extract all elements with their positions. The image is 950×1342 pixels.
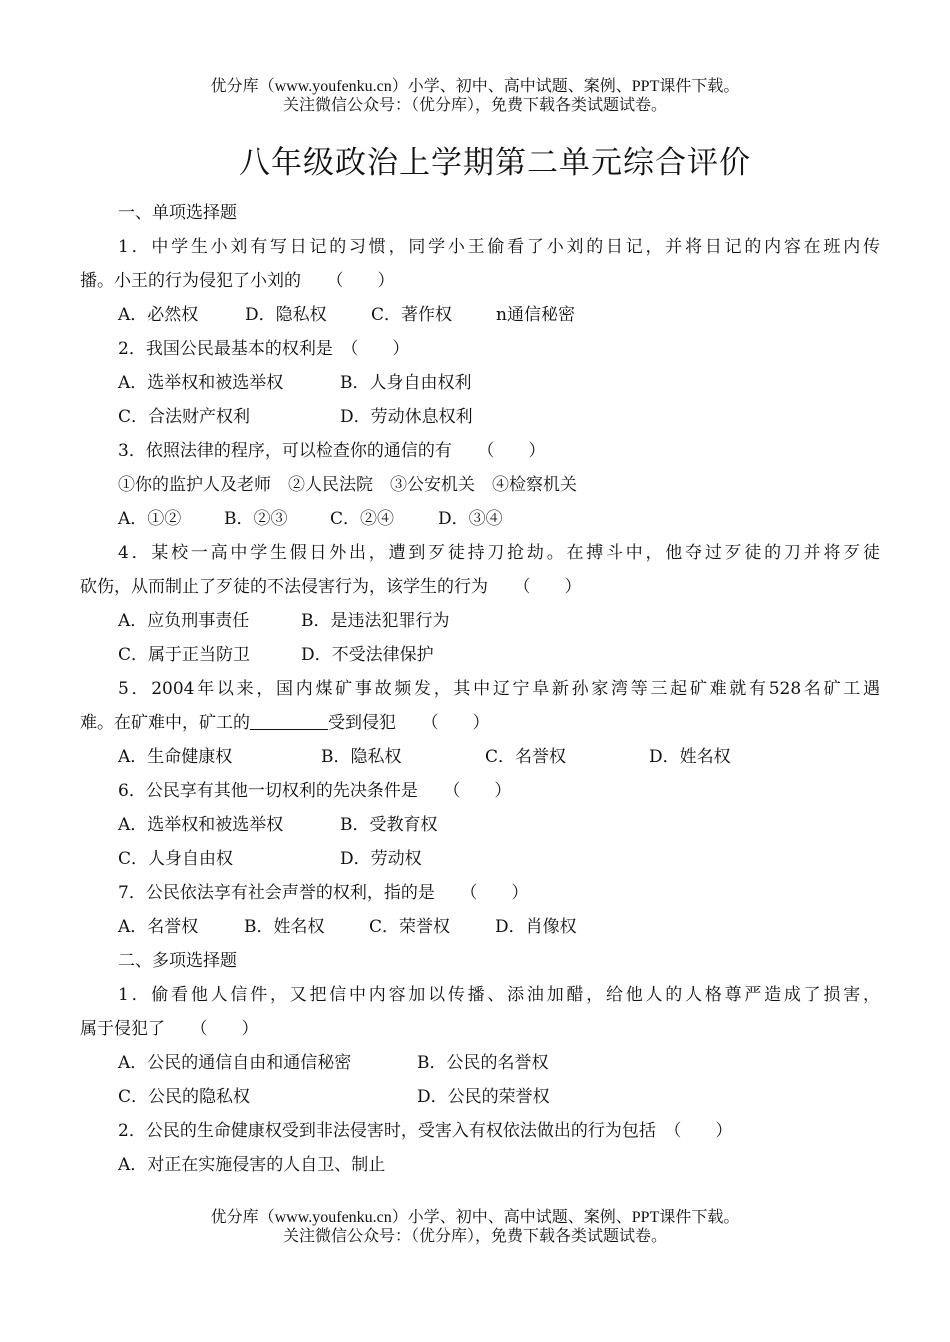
question-5-line-2 — [80, 706, 880, 740]
question-5-text-after-blank: 受到侵犯 （ ） — [328, 713, 490, 733]
option-a: A．应负刑事责任 — [118, 611, 250, 631]
option-a: A．必然权 — [118, 305, 199, 325]
section-heading-multiple-choice: 二、多项选择题 — [118, 951, 237, 971]
question-6-stem: 6．公民享有其他一切权利的先决条件是 （ ） — [118, 781, 512, 801]
option-c: C．人身自由权 — [118, 849, 234, 869]
multi-question-1-line-1: 1．偷看他人信件，又把信中内容加以传播、添油加醋，给他人的人格尊严造成了损害， — [118, 985, 880, 1005]
multi-question-1-line-2: 属于侵犯了 （ ） — [80, 1019, 259, 1039]
question-1-line-1: 1．中学生小刘有写日记的习惯，同学小王偷看了小刘的日记，并将日记的内容在班内传 — [118, 237, 880, 257]
option-d: D．肖像权 — [495, 917, 577, 937]
question-3-options — [80, 502, 880, 536]
option-d: D．公民的荣誉权 — [417, 1087, 550, 1107]
header-line-2: 关注微信公众号：（优分库），免费下载各类试题试卷。 — [282, 97, 667, 114]
option-b: B．受教育权 — [340, 815, 438, 835]
question-7-stem: 7．公民依法享有社会声誉的权利，指的是 （ ） — [118, 883, 529, 903]
exam-content — [80, 196, 880, 1182]
page-footer — [0, 1208, 950, 1246]
option-c: C．荣誉权 — [369, 917, 451, 937]
question-3-items: ①你的监护人及老师 ②人民法院 ③公安机关 ④检察机关 — [118, 475, 577, 495]
option-d: D．姓名权 — [649, 747, 731, 767]
option-b: D．隐私权 — [245, 305, 327, 325]
question-2-options-row-1 — [80, 366, 880, 400]
section-heading-single-choice: 一、单项选择题 — [118, 203, 237, 223]
multi-question-2-stem: 2．公民的生命健康权受到非法侵害时，受害入有权依法做出的行为包括 （ ） — [118, 1121, 733, 1141]
header-line-1: 优分库（www.youfenku.cn）小学、初中、高中试题、案例、PPT课件下载。 — [210, 78, 740, 95]
question-4-line-1: 4．某校一高中学生假日外出，遭到歹徒持刀抢劫。在搏斗中，他夺过歹徒的刀并将歹徒 — [118, 543, 880, 563]
question-5-text-before-blank: 难。在矿难中，矿工的 — [80, 713, 250, 733]
option-c: C．②④ — [330, 509, 395, 529]
option-a: A．①② — [118, 509, 182, 529]
question-4-options-row-2 — [80, 638, 880, 672]
question-2-options-row-2 — [80, 400, 880, 434]
option-d: D．劳动休息权利 — [340, 407, 473, 427]
option-c: C．合法财产权利 — [118, 407, 251, 427]
question-6-options-row-1 — [80, 808, 880, 842]
option-d: D．③④ — [438, 509, 503, 529]
multi-question-1-options-row-1 — [80, 1046, 880, 1080]
question-1-line-2: 播。小王的行为侵犯了小刘的 （ ） — [80, 271, 395, 291]
footer-line-2: 关注微信公众号：（优分库），免费下载各类试题试卷。 — [282, 1228, 667, 1245]
option-c: C．公民的隐私权 — [118, 1087, 251, 1107]
multi-question-2-option-a: A．对正在实施侵害的人自卫、制止 — [118, 1155, 386, 1175]
option-c: C．著作权 — [371, 305, 453, 325]
option-a: A．名誉权 — [118, 917, 199, 937]
option-d: n通信秘密 — [496, 305, 575, 325]
option-a: A．选举权和被选举权 — [118, 373, 284, 393]
question-4-options-row-1 — [80, 604, 880, 638]
question-2-stem: 2．我国公民最基本的权利是 （ ） — [118, 339, 410, 359]
option-b: B．是违法犯罪行为 — [301, 611, 450, 631]
question-5-line-1: 5．2004年以来，国内煤矿事故频发，其中辽宁阜新孙家湾等三起矿难就有528名矿工遇 — [118, 679, 880, 699]
option-c: C．名誉权 — [485, 747, 567, 767]
option-a: A．选举权和被选举权 — [118, 815, 284, 835]
page-title: 八年级政治上学期第二单元综合评价 — [239, 145, 751, 181]
question-7-options — [80, 910, 880, 944]
answer-blank — [250, 711, 328, 730]
option-b: B．隐私权 — [321, 747, 402, 767]
question-5-options — [80, 740, 880, 774]
question-6-options-row-2 — [80, 842, 880, 876]
footer-line-1: 优分库（www.youfenku.cn）小学、初中、高中试题、案例、PPT课件下载。 — [210, 1209, 740, 1226]
question-1-options — [80, 298, 880, 332]
page-header — [0, 77, 950, 115]
option-a: A．公民的通信自由和通信秘密 — [118, 1053, 352, 1073]
question-4-line-2: 砍伤，从而制止了歹徒的不法侵害行为，该学生的行为 （ ） — [80, 577, 582, 597]
option-b: B．姓名权 — [244, 917, 325, 937]
question-3-stem: 3．依照法律的程序，可以检查你的通信的有 （ ） — [118, 441, 546, 461]
option-a: A．生命健康权 — [118, 747, 233, 767]
multi-question-1-options-row-2 — [80, 1080, 880, 1114]
option-d: D．劳动权 — [340, 849, 422, 869]
option-c: C．属于正当防卫 — [118, 645, 251, 665]
option-b: B．②③ — [224, 509, 288, 529]
option-d: D．不受法律保护 — [301, 645, 434, 665]
option-b: B．人身自由权利 — [340, 373, 472, 393]
option-b: B．公民的名誉权 — [417, 1053, 549, 1073]
